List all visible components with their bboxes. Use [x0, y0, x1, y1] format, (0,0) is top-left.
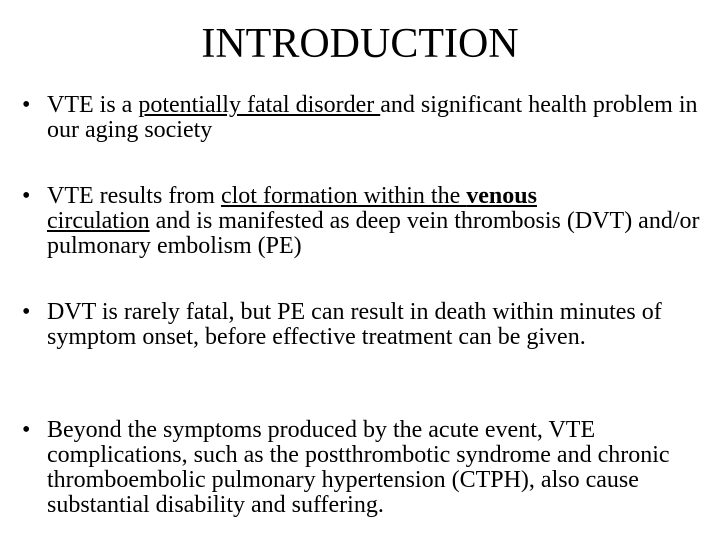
bullet-text-plain: VTE is a — [47, 92, 139, 118]
bullet-text-plain: and is manifested as deep vein thrombosis (DVT) and/or pulmonary embolism (PE) — [47, 208, 700, 259]
bullet-text-plain: VTE results from — [47, 183, 221, 209]
bullet-dot: • — [22, 92, 31, 118]
bullet-text-underlined-bold: venous — [466, 183, 537, 209]
bullet-text-plain: and significant health problem in our aging society — [47, 92, 698, 143]
bullet-text-plain: DVT is rarely fatal, but PE can result in death within minutes of symptom onset, before effective treatment can be given. — [47, 299, 662, 350]
bullet-item — [22, 300, 702, 350]
bullet-item — [22, 184, 702, 259]
bullet-dot: • — [22, 183, 31, 209]
bullet-dot: • — [22, 417, 31, 443]
bullet-text — [47, 184, 702, 259]
bullet-item — [22, 93, 702, 143]
bullet-text-underlined: clot formation within the — [220, 183, 467, 209]
bullet-dot: • — [22, 299, 31, 325]
bullet-text-underlined: potentially fatal disorder — [138, 92, 381, 118]
bullet-text-underlined: circulation — [47, 208, 150, 234]
bullet-text — [47, 300, 702, 350]
slide-title: INTRODUCTION — [201, 21, 519, 67]
bullet-text — [47, 418, 702, 518]
bullet-item — [22, 418, 702, 518]
bullet-text-plain: Beyond the symptoms produced by the acute event, VTE complications, such as the postthrombotic syndrome and chronic thromboembolic pulmonary hypertension (CTPH), also cause substantial disability and suffering. — [47, 417, 670, 518]
bullet-text — [47, 93, 702, 143]
